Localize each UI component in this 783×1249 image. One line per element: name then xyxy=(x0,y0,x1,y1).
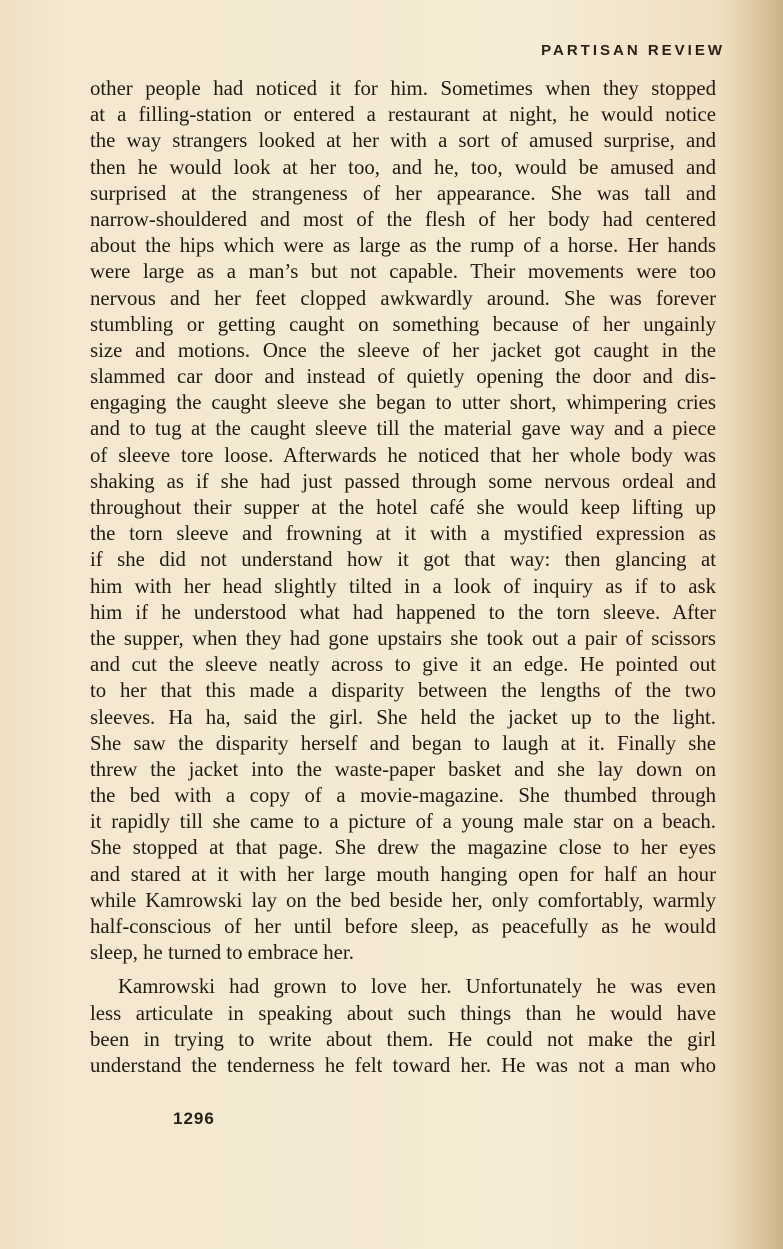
text-line: narrow-shouldered and most of the flesh of her body had centered xyxy=(90,207,716,231)
text-line: threw the jacket into the waste-paper basket and she lay down on xyxy=(90,757,716,781)
text-line: him with her head slightly tilted in a look of inquiry as if to ask xyxy=(90,574,716,598)
text-line: less articulate in speaking about such things than he would have xyxy=(90,1001,716,1025)
text-line: half-conscious of her until before sleep, as peacefully as he would xyxy=(90,915,716,938)
text-line: sleep, he turned to embrace her. xyxy=(90,941,354,965)
text-line: and cut the sleeve neatly across to give it an edge. He pointed out xyxy=(90,653,716,677)
text-line: about the hips which were as large as the rump of a horse. Her hands xyxy=(90,234,716,258)
text-line: the supper, when they had gone upstairs she took out a pair of scissors xyxy=(90,626,716,650)
text-line: stumbling or getting caught on something because of her ungainly xyxy=(90,312,716,336)
text-line: size and motions. Once the sleeve of her jacket got caught in the xyxy=(90,338,716,362)
text-line: She saw the disparity herself and began to laugh at it. Finally she xyxy=(90,731,716,755)
text-line: to her that this made a disparity between the lengths of the two xyxy=(90,679,716,703)
text-line: Kamrowski had grown to love her. Unfortunately he was even xyxy=(118,975,716,999)
paragraph-gap xyxy=(90,966,716,974)
text-line: other people had noticed it for him. Sometimes when they stopped xyxy=(90,77,716,100)
text-line: the bed with a copy of a movie-magazine. She thumbed through xyxy=(90,784,716,808)
text-line: if she did not understand how it got that way: then glancing at xyxy=(90,548,716,572)
text-line: him if he understood what had happened to the torn sleeve. After xyxy=(90,600,716,624)
text-line: were large as a man’s but not capable. Their movements were too xyxy=(90,260,716,284)
text-line: understand the tenderness he felt toward her. He was not a man who xyxy=(90,1053,716,1077)
text-line: engaging the caught sleeve she began to utter short, whimpering cries xyxy=(90,391,716,415)
paragraph xyxy=(90,974,716,1079)
text-line: shaking as if she had just passed through some nervous ordeal and xyxy=(90,469,716,493)
page-number: 1296 xyxy=(173,1109,215,1128)
text-line: the torn sleeve and frowning at it with a mystified expression as xyxy=(90,522,716,546)
text-line: surprised at the strangeness of her appearance. She was tall and xyxy=(90,181,716,205)
text-line: while Kamrowski lay on the bed beside her, only comfortably, warmly xyxy=(90,888,716,912)
text-line: the way strangers looked at her with a sort of amused surprise, and xyxy=(90,129,716,153)
text-line: been in trying to write about them. He could not make the girl xyxy=(90,1027,716,1051)
text-line: and stared at it with her large mouth hanging open for half an hour xyxy=(90,862,716,886)
paragraph xyxy=(90,76,716,966)
text-line: throughout their supper at the hotel café she would keep lifting up xyxy=(90,496,716,519)
text-line: and to tug at the caught sleeve till the material gave way and a piece xyxy=(90,417,716,441)
text-line: She stopped at that page. She drew the magazine close to her eyes xyxy=(90,836,716,860)
text-line: then he would look at her too, and he, too, would be amused and xyxy=(90,155,716,179)
text-line: sleeves. Ha ha, said the girl. She held the jacket up to the light. xyxy=(90,705,716,729)
text-line: nervous and her feet clopped awkwardly around. She was forever xyxy=(90,286,716,310)
text-line: at a filling-station or entered a restaurant at night, he would notice xyxy=(90,103,716,127)
text-line: of sleeve tore loose. Afterwards he noticed that her whole body was xyxy=(90,443,716,467)
text-line: it rapidly till she came to a picture of a young male star on a beach. xyxy=(90,810,716,834)
text-line: slammed car door and instead of quietly opening the door and dis- xyxy=(90,365,716,389)
body-text xyxy=(90,76,716,1079)
running-head: PARTISAN REVIEW xyxy=(541,42,725,59)
